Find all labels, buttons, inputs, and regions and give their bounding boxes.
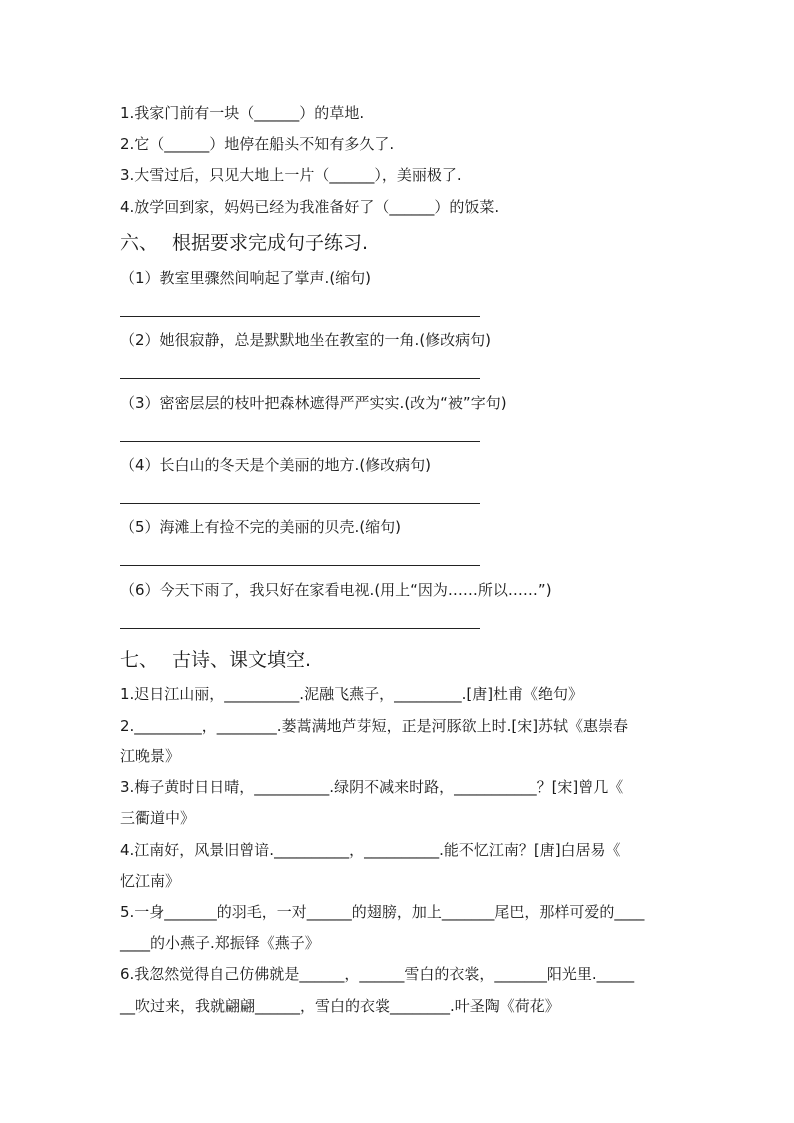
text-line-5-cont: ____的小燕子.郑振铎《燕子》 bbox=[120, 934, 320, 952]
section-6-title: 根据要求完成句子练习. bbox=[172, 232, 369, 254]
sentence-exercise-5: （5）海滩上有捡不完的美丽的贝壳.(缩句) bbox=[120, 518, 402, 536]
fill-word-line-2: 2.它（______）地停在船头不知有多久了. bbox=[120, 135, 395, 153]
answer-line-6[interactable] bbox=[120, 628, 480, 629]
fill-word-line-3: 3.大雪过后，只见大地上一片（______），美丽极了. bbox=[120, 166, 462, 184]
sentence-exercise-1: （1）教室里骤然间响起了掌声.(缩句) bbox=[120, 269, 372, 287]
poem-line-1: 1.迟日江山丽，__________.泥融飞燕子，_________.[唐]杜甫《绝句》 bbox=[120, 685, 584, 703]
sentence-exercise-6: （6）今天下雨了，我只好在家看电视.(用上“因为……所以……”) bbox=[120, 581, 552, 599]
section-6-heading bbox=[120, 230, 368, 256]
answer-line-2[interactable] bbox=[120, 378, 480, 379]
poem-line-3: 3.梅子黄时日日晴，__________.绿阴不减来时路，___________？[宋]曾几《 bbox=[120, 778, 624, 796]
answer-line-5[interactable] bbox=[120, 565, 480, 566]
sentence-exercise-4: （4）长白山的冬天是个美丽的地方.(修改病句) bbox=[120, 456, 432, 474]
section-6-number: 六、 bbox=[120, 232, 159, 254]
section-7-title: 古诗、课文填空. bbox=[172, 649, 312, 671]
poem-line-2-cont: 江晚景》 bbox=[120, 747, 181, 765]
section-7-heading bbox=[120, 647, 311, 673]
answer-line-3[interactable] bbox=[120, 441, 480, 442]
section-7-number: 七、 bbox=[120, 649, 159, 671]
poem-line-4: 4.江南好，风景旧曾谙.__________，__________.能不忆江南？[唐]白居易《 bbox=[120, 841, 621, 859]
fill-word-line-1: 1.我家门前有一块（______）的草地. bbox=[120, 104, 365, 122]
answer-line-4[interactable] bbox=[120, 503, 480, 504]
text-line-6-cont: __吹过来，我就翩翩______，雪白的衣裳________.叶圣陶《荷花》 bbox=[120, 997, 560, 1015]
poem-line-3-cont: 三衢道中》 bbox=[120, 809, 196, 827]
fill-word-line-4: 4.放学回到家，妈妈已经为我准备好了（______）的饭菜. bbox=[120, 198, 500, 216]
text-line-6: 6.我忽然觉得自己仿佛就是______，______雪白的衣裳，_______阳光里._____ bbox=[120, 965, 635, 983]
answer-line-1[interactable] bbox=[120, 316, 480, 317]
poem-line-2: 2._________，________.蒌蒿满地芦芽短，正是河豚欲上时.[宋]苏轼《惠崇春 bbox=[120, 717, 629, 735]
text-line-5: 5.一身_______的羽毛，一对______的翅膀，加上_______尾巴，那样可爱的____ bbox=[120, 903, 645, 921]
sentence-exercise-2: （2）她很寂静，总是默默地坐在教室的一角.(修改病句) bbox=[120, 331, 492, 349]
poem-line-4-cont: 忆江南》 bbox=[120, 872, 181, 890]
sentence-exercise-3: （3）密密层层的枝叶把森林遮得严严实实.(改为“被”字句) bbox=[120, 394, 507, 412]
